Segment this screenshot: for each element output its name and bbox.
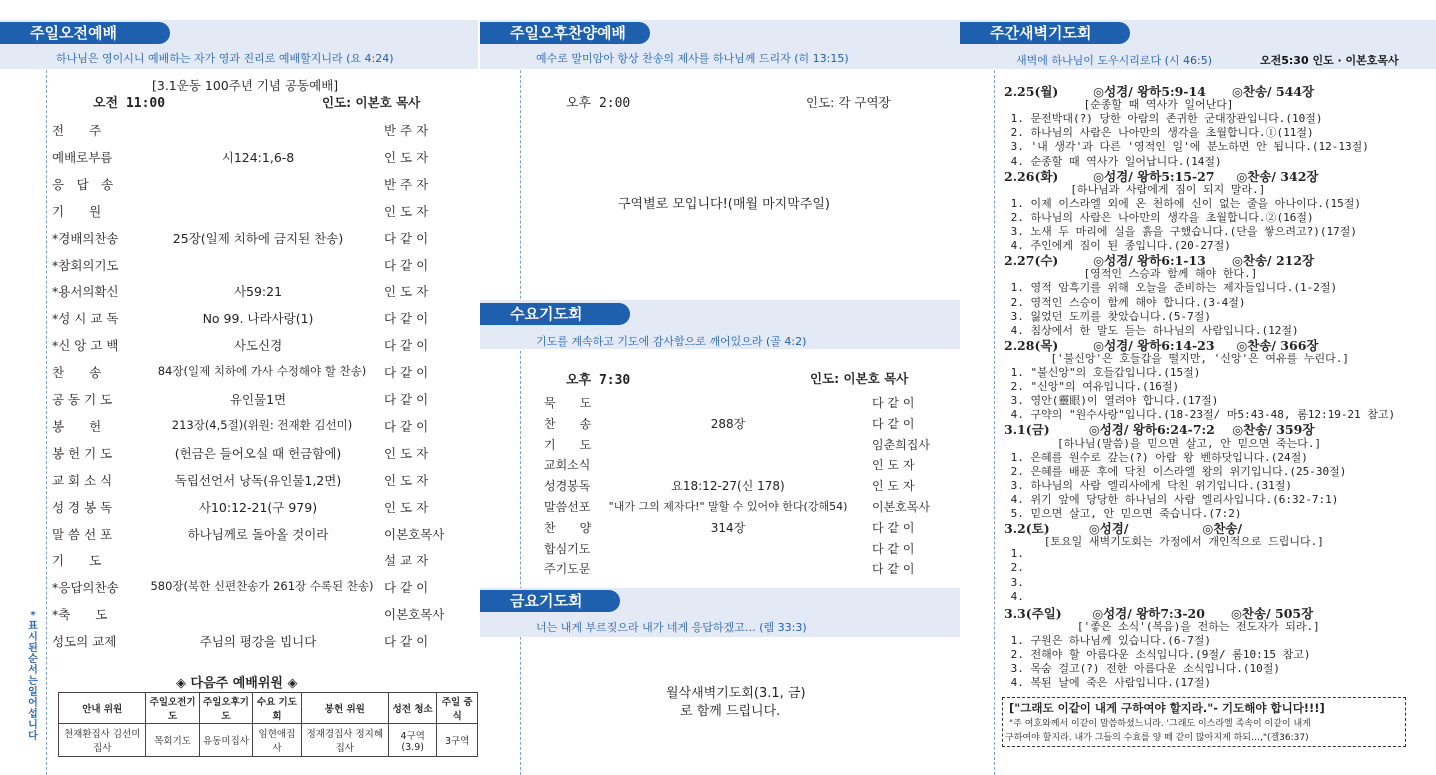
item-content: 84장(일제 치하에 가사 수정해야 할 찬송) [157,364,367,379]
duty-header: 수요 기도회 [253,693,301,724]
item-name: 전 주 [52,123,102,138]
item-name: 기 원 [52,203,102,219]
service-time: 오후 7:30 [566,373,631,388]
duty-header: 주일오후기도 [199,693,252,724]
sunday-afternoon-section [480,0,960,775]
item-content: 요18:12-27(신 178) [671,479,785,494]
item-person: 다 같 이 [384,634,429,650]
service-row [0,336,478,360]
item-name: 기 도 [544,437,592,452]
day-line: ['좋은 소식'(복음)을 전하는 전도자가 되라.] [1004,619,1320,633]
item-name: 기 도 [52,553,102,569]
day-line: [토요일 새벽기도회는 가정에서 개인적으로 드립니다.] [1004,535,1324,549]
day-line: 2. 하나님의 사람은 나아만의 생각을 초월합니다.②(16절) [1004,210,1314,224]
item-person: 다 같 이 [872,562,915,577]
day-heading: 3.3(주일) ◎성경/ 왕하7:3-20 ◎찬송/ 505장 [1004,605,1314,621]
item-content: 사59:21 [233,284,283,300]
service-row [0,229,478,253]
service-row [0,309,478,333]
service-row [0,417,478,441]
item-content: 주님의 평강을 빕니다 [199,634,317,650]
day-heading: 2.26(화) ◎성경/ 왕하5:15-27 ◎찬송/ 342장 [1004,168,1319,184]
day-heading: 2.27(수) ◎성경/ 왕하6:1-13 ◎찬송/ 212장 [1004,253,1315,269]
item-person: 인 도 자 [384,445,429,461]
item-person: 다 같 이 [384,392,429,407]
service-row [0,525,478,549]
day-line: 5. 믿으면 살고, 안 믿으면 죽습니다.(7:2) [1004,507,1242,520]
item-name: *축 도 [52,607,108,623]
friday-note-line2: 로 함께 드립니다. [680,704,781,719]
callout-text: 구하여야 할지라. 내가 그들의 수효를 양 떼 같이 많아지게 하되…,"(겔36:37) [1005,733,1309,743]
item-name: 찬 송 [52,365,102,381]
duty-value: 3구역 [437,724,478,757]
day-line: 3. 영안(靈眼)이 열려야 합니다.(17절) [1004,394,1219,408]
item-name: *신 앙 고 백 [52,338,119,354]
item-name: 합심기도 [544,541,591,556]
day-line: 1. 문전박대(?) 당한 아람의 존귀한 군대장관입니다.(10절) [1004,112,1323,126]
item-name: *경배의찬송 [52,230,119,246]
item-person: 설 교 자 [384,553,429,569]
duty-header: 주일 중식 [437,693,478,724]
day-line: 2. 하나님의 사람은 나아만의 생각을 초월합니다.①(11절) [1004,126,1314,140]
section-verse: 너는 내게 부르짖으라 내가 네게 응답하겠고… (렘 33:3) [536,621,807,634]
item-name: 찬 양 [544,520,592,535]
group-note: 구역별로 모입니다!(매월 마지막주일) [618,197,830,212]
service-leader: 인도: 각 구역장 [806,95,891,110]
day-heading: 2.25(월) ◎성경/ 왕하5:9-14 ◎찬송/ 544장 [1004,84,1315,99]
item-person: 인 도 자 [872,458,915,473]
side-note: *표시된 순서는 일어섭니다 [28,610,38,742]
item-content: No 99. 나라사랑(1) [202,311,314,327]
day-line: 2. 은혜를 배푼 후에 닥친 이스라엘 왕의 위기입니다.(25-30절) [1004,464,1347,478]
service-row [0,444,478,468]
item-content: 288장 [710,416,746,431]
service-row [0,471,478,495]
day-line: 4. [1004,589,1024,603]
service-row [0,632,478,656]
item-name: 예배로부름 [52,149,113,165]
day-line: 1. 영적 암흑기를 위해 오늘을 준비하는 제자들입니다.(1-2절) [1004,281,1338,295]
item-person: 이본호목사 [872,500,930,514]
service-row [480,560,960,584]
service-time: 오후 2:00 [566,96,631,111]
day-line: 2. [1004,561,1024,575]
section-verse: 기도를 계속하고 기도에 감사함으로 깨어있으라 (골 4:2) [536,335,807,348]
service-leader: 인도: 이본호 목사 [322,95,421,110]
item-person: 인 도 자 [384,499,429,515]
item-content: 시124:1,6-8 [221,149,295,165]
item-person: 다 같 이 [384,257,429,273]
day-line: 3. 잃었던 도끼를 찾았습니다.(5-7절) [1004,309,1211,323]
friday-note-line1: 월삭새벽기도회(3.1, 금) [666,686,806,701]
duty-value: 천재환집사 김선미집사 [59,724,146,757]
duty-header: 봉헌 위원 [301,693,388,724]
service-row [0,551,478,575]
service-row [0,175,478,199]
service-row [0,363,478,387]
item-name: 찬 송 [544,416,592,431]
item-name: 응 답 송 [52,176,114,192]
item-person: 이본호목사 [384,526,445,542]
divider [46,70,47,775]
service-row [0,282,478,306]
item-name: 성 경 봉 독 [52,499,113,515]
day-heading: 3.2(토) ◎성경/ ◎찬송/ [1004,521,1243,537]
day-line: 3. '내 생각'과 다른 '영적인 일'에 분노하면 안 됩니다.(12-13절) [1004,140,1369,154]
section-tab: 주일오전예배 [0,22,170,44]
day-line: 3. 목숨 걸고(?) 전한 아름다운 소식입니다.(10절) [1004,662,1280,676]
item-content: (헌금은 들어오실 때 헌금함에) [174,445,342,461]
day-line: 1. 은혜를 원수로 갚는(?) 아람 왕 벤하닷입니다.(24절) [1004,450,1308,464]
sunday-morning-section [0,0,478,775]
item-person: 반 주 자 [384,176,429,192]
day-line: 1. "불신앙"의 호들갑입니다.(15절) [1004,366,1201,379]
service-row [0,121,478,145]
day-heading: 2.28(목) ◎성경/ 왕하6:14-23 ◎찬송/ 366장 [1004,337,1319,353]
section-verse: 예수로 말미암아 항상 찬송의 제사를 하나님께 드리자 (히 13:15) [536,52,849,65]
item-name: 봉 헌 [52,418,102,434]
duty-header: 주일오전기도 [146,693,199,724]
service-row [0,605,478,629]
duty-header: 안내 위원 [59,693,146,724]
service-row [0,498,478,522]
day-heading: 3.1(금) ◎성경/ 왕하6:24-7:2 ◎찬송/ 359장 [1004,422,1315,438]
item-name: 성도의 교제 [52,634,117,650]
service-row [0,390,478,414]
next-week-title: ◈ 다음주 예배위원 ◈ [176,676,298,691]
item-content: 213장(4,5절)(위원: 전재환 김선미) [171,417,353,432]
day-line: 4. 위기 앞에 당당한 하나님의 사람 엘리사입니다.(6:32-7:1) [1004,492,1339,506]
day-line: 2. "신앙"의 여유입니다.(16절) [1004,380,1180,394]
day-line: 2. 전해야 할 아름다운 소식입니다.(9절/ 롬10:15 참고) [1004,648,1311,661]
item-content: 314장 [710,520,746,535]
day-line: 1. [1004,547,1024,561]
duty-header: 성전 청소 [389,693,437,724]
day-line: 3. [1004,575,1024,589]
item-person: 인 도 자 [384,203,429,219]
item-content: "내가 그의 제자다!" 말할 수 있어야 한다(강해54) [608,500,848,513]
duty-value: 목회기도 [146,724,199,757]
prayer-callout-box [1002,697,1406,747]
item-content: 사10:12-21(구 979) [198,499,318,515]
duty-value: 유동미집사 [199,724,252,757]
item-name: *용서의확신 [52,284,119,300]
item-person: 다 같 이 [872,396,915,410]
item-person: 인 도 자 [384,149,429,165]
callout-text: "주 여호와께서 이같이 말씀하셨느니라. '그래도 이스라엘 족속이 이같이 내게 [1009,719,1311,729]
item-person: 이본호목사 [384,607,445,623]
duty-table [58,692,478,757]
item-content: 사도신경 [233,338,283,354]
item-content: 유인물1면 [229,392,287,407]
time-and-leader: 오전5:30 인도 · 이본호목사 [1260,54,1399,67]
day-line: 3. 노새 두 마리에 실을 흙을 구했습니다.(단을 쌓으려고?)(17절) [1004,225,1357,238]
item-name: 주기도문 [544,562,591,577]
item-person: 다 같 이 [384,338,429,354]
day-line: ['불신앙'은 호들갑을 떨지만, '신앙'은 여유를 누린다.] [1004,351,1349,365]
section-verse: 새벽에 하나님이 도우시리로다 (시 46:5) [1016,54,1213,67]
section-tab: 수요기도회 [480,303,630,325]
item-name: 묵 도 [544,396,592,410]
day-line: 1. 구원은 하나님께 있습니다.(6-7절) [1004,633,1211,647]
day-line: [하나님과 사람에게 짐이 되지 말라.] [1004,182,1266,196]
item-person: 다 같 이 [384,418,429,434]
item-name: 교 회 소 식 [52,472,113,488]
service-row [0,148,478,172]
item-person: 다 같 이 [872,416,915,431]
item-person: 임춘희집사 [872,437,930,452]
item-person: 반 주 자 [384,123,429,138]
item-content: 하나님께로 돌아올 것이라 [187,526,329,542]
item-person: 다 같 이 [872,520,915,535]
item-person: 다 같 이 [384,311,429,327]
service-row [0,256,478,280]
item-person: 인 도 자 [872,479,915,494]
section-tab: 주일오후찬양예배 [480,22,650,44]
item-content: 25장(일제 치하에 금지된 찬송) [172,230,344,246]
service-time: 오전 11:00 [93,96,166,111]
day-line: 4. 복된 날에 죽은 사람입니다.(17절) [1004,676,1211,690]
item-person: 다 같 이 [384,580,429,596]
day-line: [하나님(말씀)을 믿으면 살고, 안 믿으면 죽는다.] [1004,436,1322,450]
duty-value: 정재경집사 정지혜집사 [301,724,388,757]
service-leader: 인도: 이본호 목사 [810,371,909,386]
item-content: 580장(북한 신편찬송가 261장 수록된 찬송) [150,579,374,594]
day-line: 4. 침상에서 한 말도 듣는 하나님의 사람입니다.(12절) [1004,323,1299,337]
day-line: [영적인 스승과 함께 해야 한다.] [1004,267,1258,281]
section-verse: 하나님은 영이시니 예배하는 자가 영과 진리로 예배할지니라 (요 4:24) [56,52,394,65]
item-name: 봉 헌 기 도 [52,445,113,461]
day-line: 3. 하나님의 사람 엘리사에게 닥친 위기입니다.(31절) [1004,478,1292,492]
service-row [0,578,478,602]
item-name: 교회소식 [544,458,591,473]
section-tab: 금요기도회 [480,590,620,612]
day-line: 4. 구약의 "원수사랑"입니다.(18-23절/ 마5:43-48, 롬12:19-21 참고) [1004,408,1396,422]
section-tab: 주간새벽기도회 [960,22,1130,44]
day-line: 1. 이제 이스라엘 외에 온 천하에 신이 없는 줄을 아나이다.(15절) [1004,196,1361,210]
day-line: [순종할 때 역사가 일어난다] [1004,98,1234,112]
item-person: 인 도 자 [384,472,429,488]
special-title: [3.1운동 100주년 기념 공동예배] [152,78,339,93]
item-name: *성 시 교 독 [52,311,119,327]
item-person: 다 같 이 [384,230,429,246]
service-row [0,202,478,226]
item-name: *참회의기도 [52,257,119,273]
item-name: 말 씀 선 포 [52,526,113,542]
day-line: 4. 주인에게 짐이 된 종입니다.(20-27절) [1004,239,1231,253]
day-line: 2. 영적인 스승이 함께 해야 합니다.(3-4절) [1004,295,1246,309]
item-name: 공 동 기 도 [52,392,113,407]
item-person: 인 도 자 [384,284,429,300]
item-person: 다 같 이 [384,365,429,381]
item-content: 독립선언서 낭독(유인물1,2면) [174,472,342,488]
day-line: 4. 순종할 때 역사가 일어납니다.(14절) [1004,154,1222,168]
item-name: *응답의찬송 [52,580,119,596]
item-name: 말씀선포 [544,500,591,514]
item-name: 성경봉독 [544,479,591,494]
item-person: 다 같 이 [872,541,915,556]
callout-title: ["그래도 이같이 내게 구하여야 할지라."- 기도해야 합니다!!!] [1009,701,1325,715]
duty-value: 임현애집사 [253,724,301,757]
duty-value: 4구역(3.9) [389,724,437,757]
